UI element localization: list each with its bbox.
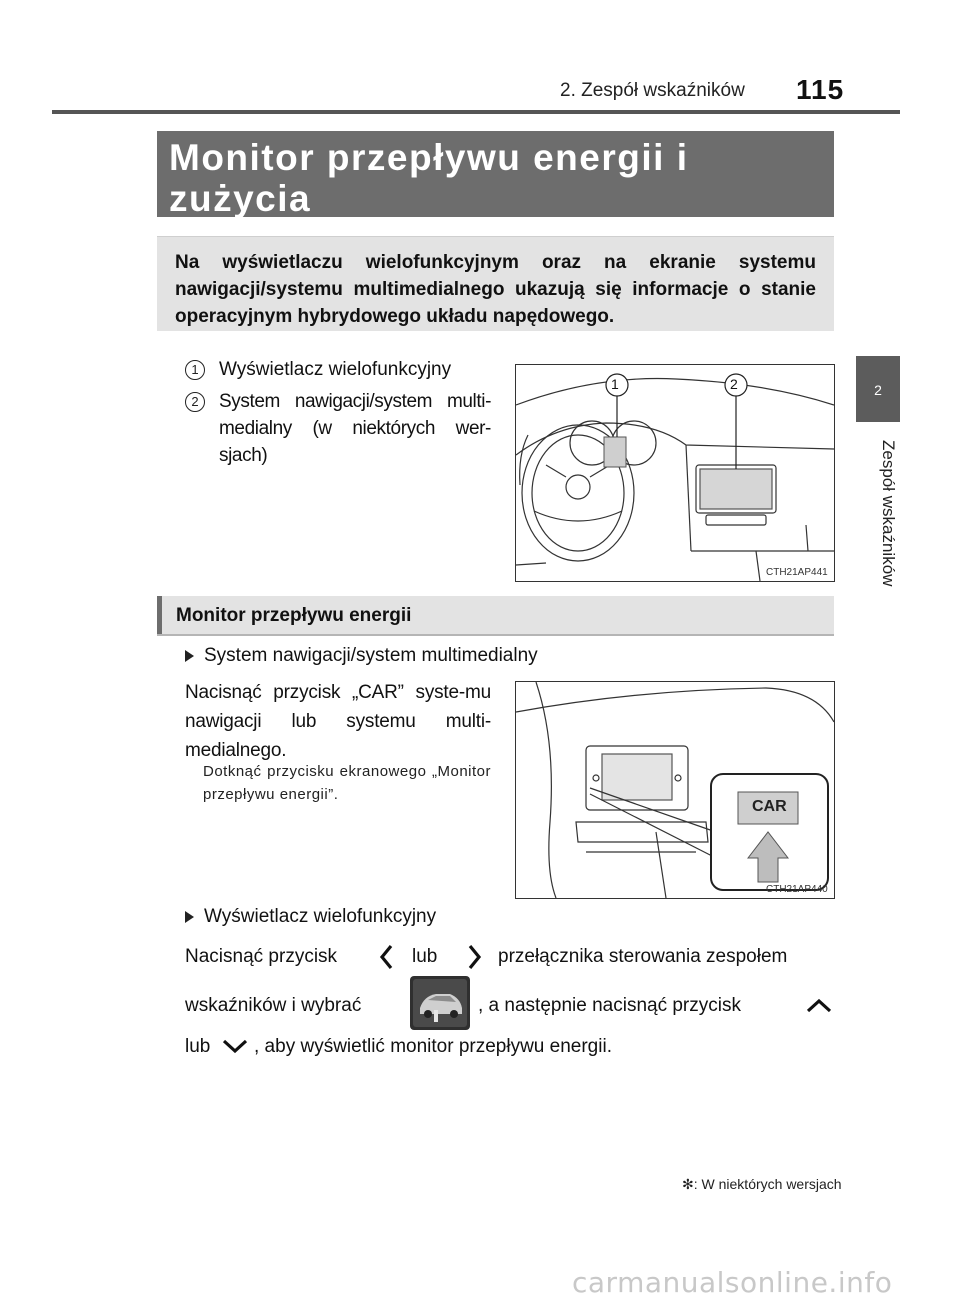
bullet-arrow-icon (185, 650, 194, 662)
section-b-line3-a: lub (185, 1036, 211, 1057)
subheading-text: Monitor przepływu energii (176, 605, 412, 626)
figure-code: CTH21AP440 (766, 884, 828, 895)
chapter-tab (856, 356, 900, 422)
bullet-text: Wyświetlacz wielofunkcyjny (204, 906, 437, 927)
intro-box (157, 236, 834, 331)
item-1 (185, 360, 205, 380)
title-line-1: Monitor przepływu energii i zużycia (169, 137, 689, 219)
item-2 (185, 392, 205, 412)
page-title (157, 131, 834, 217)
subheading-rule (157, 634, 834, 636)
car-button-illustration (516, 682, 834, 898)
figure-dashboard (515, 364, 835, 582)
section-b-line1-c: przełącznika sterowania zespołem (498, 946, 788, 967)
section-b-line3-b: , aby wyświetlić monitor przepływu energii. (254, 1036, 612, 1057)
item-number: 2 (185, 392, 205, 412)
footnote-text: : W niektórych wersjach (693, 1176, 842, 1192)
footnote-marker: ✻ (682, 1176, 694, 1192)
item-number: 1 (185, 360, 205, 380)
chevron-up-icon (804, 996, 834, 1016)
intro-text: Na wyświetlaczu wielofunkcyjnym oraz na ekranie systemu nawigacji/systemu multimedialnego ukazują się informacje o stanie operacyjnym hybrydowego układu napędowego. (175, 252, 816, 327)
chevron-down-icon (220, 1036, 250, 1056)
running-header-section: 2. Zespół wskaźników (560, 80, 745, 101)
car-tile-icon (410, 976, 470, 1030)
bullet-text: System nawigacji/system multimedialny (204, 645, 538, 666)
page-number: 115 (796, 74, 845, 105)
section-b-line1-b: lub (412, 946, 438, 967)
section-a-text: Nacisnąć przycisk „CAR” syste-mu nawigacji lub systemu multi-medialnego. (185, 682, 491, 761)
footnote (682, 1176, 842, 1193)
car-button-label: CAR (752, 798, 787, 815)
section-b-line1-a: Nacisnąć przycisk (185, 946, 338, 967)
item-2-text: System nawigacji/system multi-medialny (w niektórych wer-sjach) (219, 391, 491, 466)
figure-code: CTH21AP441 (766, 567, 828, 578)
chevron-right-icon (465, 942, 483, 972)
figure-callout-1: 1 (611, 376, 619, 392)
figure-car-button (515, 681, 835, 899)
section-subheading (157, 596, 834, 634)
section-a-note: Dotknąć przycisku ekranowego „Monitor przepływu energii”. (203, 763, 491, 803)
section-b-line2-b: , a następnie nacisnąć przycisk (478, 995, 741, 1016)
item-1-text: Wyświetlacz wielofunkcyjny (219, 359, 452, 380)
chevron-left-icon (378, 942, 396, 972)
bullet-arrow-icon (185, 911, 194, 923)
header-rule (52, 110, 900, 114)
bullet-navigation (185, 645, 538, 667)
bullet-multi-display (185, 906, 436, 928)
dashboard-illustration (516, 365, 834, 581)
figure-callout-2: 2 (730, 376, 738, 392)
chapter-label: Zespół wskaźników (879, 440, 898, 587)
chapter-number: 2 (874, 382, 882, 398)
section-b-line2-a: wskaźników i wybrać (185, 995, 362, 1016)
watermark: carmanualsonline.info (572, 1266, 893, 1299)
